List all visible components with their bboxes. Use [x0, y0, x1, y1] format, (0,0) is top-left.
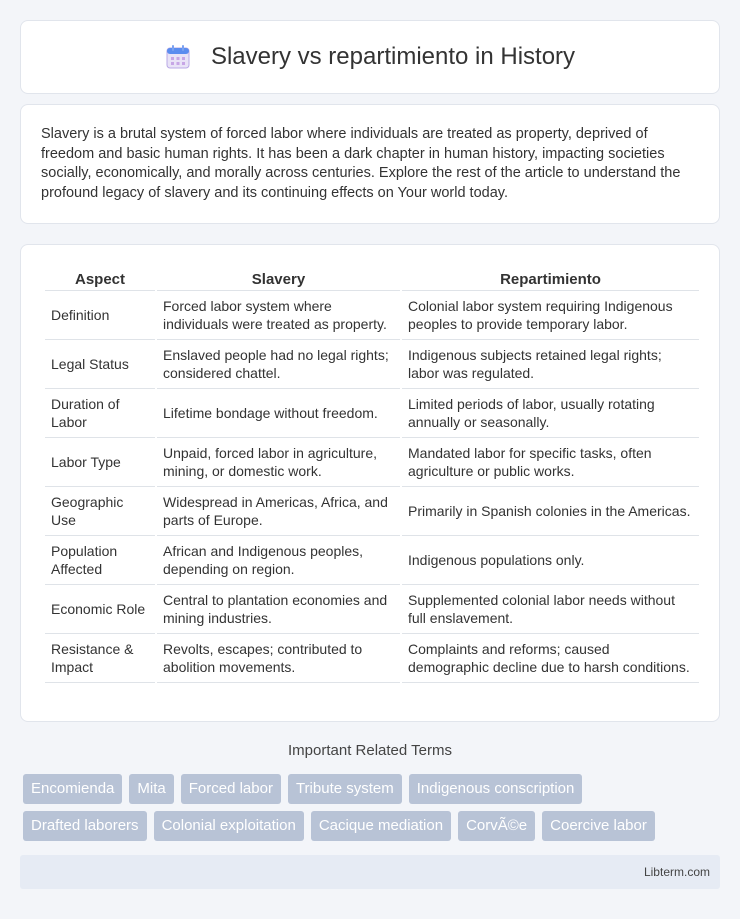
title-card	[20, 20, 720, 94]
tag-drafted-laborers[interactable]: Drafted laborers	[23, 811, 147, 841]
slavery-cell: Lifetime bondage without freedom.	[157, 389, 400, 438]
table-header-row	[45, 265, 699, 291]
tag-row	[23, 811, 723, 841]
column-header-repartimiento: Repartimiento	[402, 265, 699, 291]
related-terms-list	[23, 774, 723, 848]
tag-corvee[interactable]: CorvÃ©e	[458, 811, 535, 841]
aspect-cell: Population Affected	[45, 536, 155, 585]
repartimiento-cell: Colonial labor system requiring Indigenous peoples to provide temporary labor.	[402, 291, 699, 340]
slavery-cell: Revolts, escapes; contributed to abolition movements.	[157, 634, 400, 683]
tag-cacique-mediation[interactable]: Cacique mediation	[311, 811, 451, 841]
slavery-cell: Central to plantation economies and mining industries.	[157, 585, 400, 634]
repartimiento-cell: Complaints and reforms; caused demographic decline due to harsh conditions.	[402, 634, 699, 683]
tag-indigenous-conscription[interactable]: Indigenous conscription	[409, 774, 583, 804]
intro-paragraph: Slavery is a brutal system of forced labor where individuals are treated as property, deprived of freedom and basic human rights. It has been a dark chapter in human history, impacting societies socially, economically, and morally across centuries. Explore the rest of the article to understand the profound legacy of slavery and its continuing effects on Your world today.	[41, 126, 681, 201]
table-row	[45, 536, 699, 585]
tag-coercive-labor[interactable]: Coercive labor	[542, 811, 655, 841]
table-row	[45, 389, 699, 438]
tag-row	[23, 774, 723, 804]
slavery-cell: African and Indigenous peoples, depending on region.	[157, 536, 400, 585]
tag-colonial-exploitation[interactable]: Colonial exploitation	[154, 811, 304, 841]
repartimiento-cell: Mandated labor for specific tasks, often agriculture or public works.	[402, 438, 699, 487]
repartimiento-cell: Indigenous subjects retained legal rights; labor was regulated.	[402, 340, 699, 389]
aspect-cell: Economic Role	[45, 585, 155, 634]
slavery-cell: Enslaved people had no legal rights; considered chattel.	[157, 340, 400, 389]
intro-card	[20, 104, 720, 224]
related-terms-title: Important Related Terms	[288, 742, 452, 759]
page-title: Slavery vs repartimiento in History	[210, 43, 576, 70]
footer	[20, 855, 720, 889]
slavery-cell: Unpaid, forced labor in agriculture, mining, or domestic work.	[157, 438, 400, 487]
calendar-icon	[165, 44, 191, 70]
table-row	[45, 487, 699, 536]
footer-site-link[interactable]: Libterm.com	[643, 865, 710, 879]
aspect-cell: Labor Type	[45, 438, 155, 487]
aspect-cell: Duration of Labor	[45, 389, 155, 438]
comparison-card	[20, 244, 720, 722]
table-row	[45, 340, 699, 389]
repartimiento-cell: Supplemented colonial labor needs without full enslavement.	[402, 585, 699, 634]
comparison-table	[43, 265, 701, 683]
tag-mita[interactable]: Mita	[129, 774, 173, 804]
repartimiento-cell: Primarily in Spanish colonies in the Americas.	[402, 487, 699, 536]
table-row	[45, 634, 699, 683]
table-row	[45, 585, 699, 634]
slavery-cell: Widespread in Americas, Africa, and parts of Europe.	[157, 487, 400, 536]
table-row	[45, 291, 699, 340]
aspect-cell: Legal Status	[45, 340, 155, 389]
column-header-aspect: Aspect	[45, 265, 155, 291]
tag-forced-labor[interactable]: Forced labor	[181, 774, 281, 804]
repartimiento-cell: Limited periods of labor, usually rotating annually or seasonally.	[402, 389, 699, 438]
aspect-cell: Definition	[45, 291, 155, 340]
tag-encomienda[interactable]: Encomienda	[23, 774, 122, 804]
tag-tribute-system[interactable]: Tribute system	[288, 774, 402, 804]
column-header-slavery: Slavery	[157, 265, 400, 291]
table-row	[45, 438, 699, 487]
aspect-cell: Resistance & Impact	[45, 634, 155, 683]
repartimiento-cell: Indigenous populations only.	[402, 536, 699, 585]
aspect-cell: Geographic Use	[45, 487, 155, 536]
slavery-cell: Forced labor system where individuals were treated as property.	[157, 291, 400, 340]
